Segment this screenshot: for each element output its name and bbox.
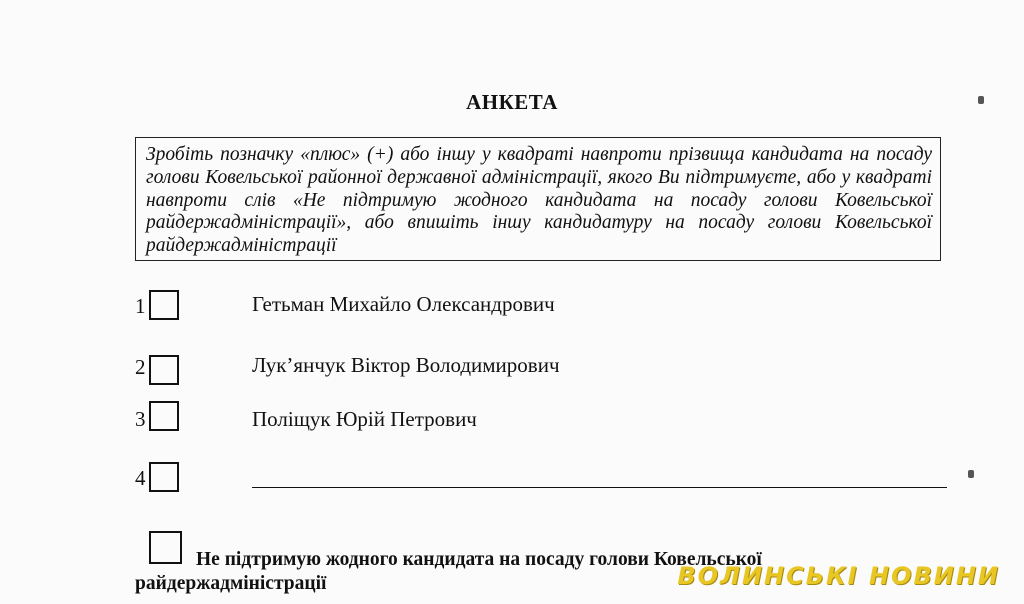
scan-speck — [978, 96, 984, 104]
candidate-number: 1 — [135, 294, 146, 318]
candidate-name: Поліщук Юрій Петрович — [252, 407, 477, 431]
candidate-name: Лук’янчук Віктор Володимирович — [252, 353, 560, 377]
form-title: АНКЕТА — [466, 90, 558, 114]
scan-speck — [968, 470, 974, 478]
none-option-line2: райдержадміністрації — [135, 573, 327, 594]
none-option-line1: Не підтримую жодного кандидата на посаду голови Ковельської — [196, 549, 762, 570]
candidate-name: Гетьман Михайло Олександрович — [252, 292, 555, 316]
candidate-checkbox[interactable] — [149, 290, 179, 320]
instructions-box: Зробіть позначку «плюс» (+) або іншу у квадраті навпроти прізвища кандидата на посаду голови Ковельської районної державної адміністрації, якого Ви підтримуєте, або у квадраті навпроти слів «Не підтримую жодного кандидата на посаду голови Ковельської райдержадміністрації», або впишіть іншу кандидатуру на посаду голови Ковельської райдержадміністрації — [135, 137, 941, 261]
candidate-checkbox[interactable] — [149, 355, 179, 385]
candidate-number: 4 — [135, 466, 146, 490]
watermark-logo: ВОЛИНСЬКІ НОВИНИ — [677, 562, 1000, 590]
candidate-number: 3 — [135, 407, 146, 431]
write-in-checkbox[interactable] — [149, 462, 179, 492]
candidate-checkbox[interactable] — [149, 401, 179, 431]
candidate-number: 2 — [135, 355, 146, 379]
write-in-line[interactable] — [252, 487, 947, 488]
